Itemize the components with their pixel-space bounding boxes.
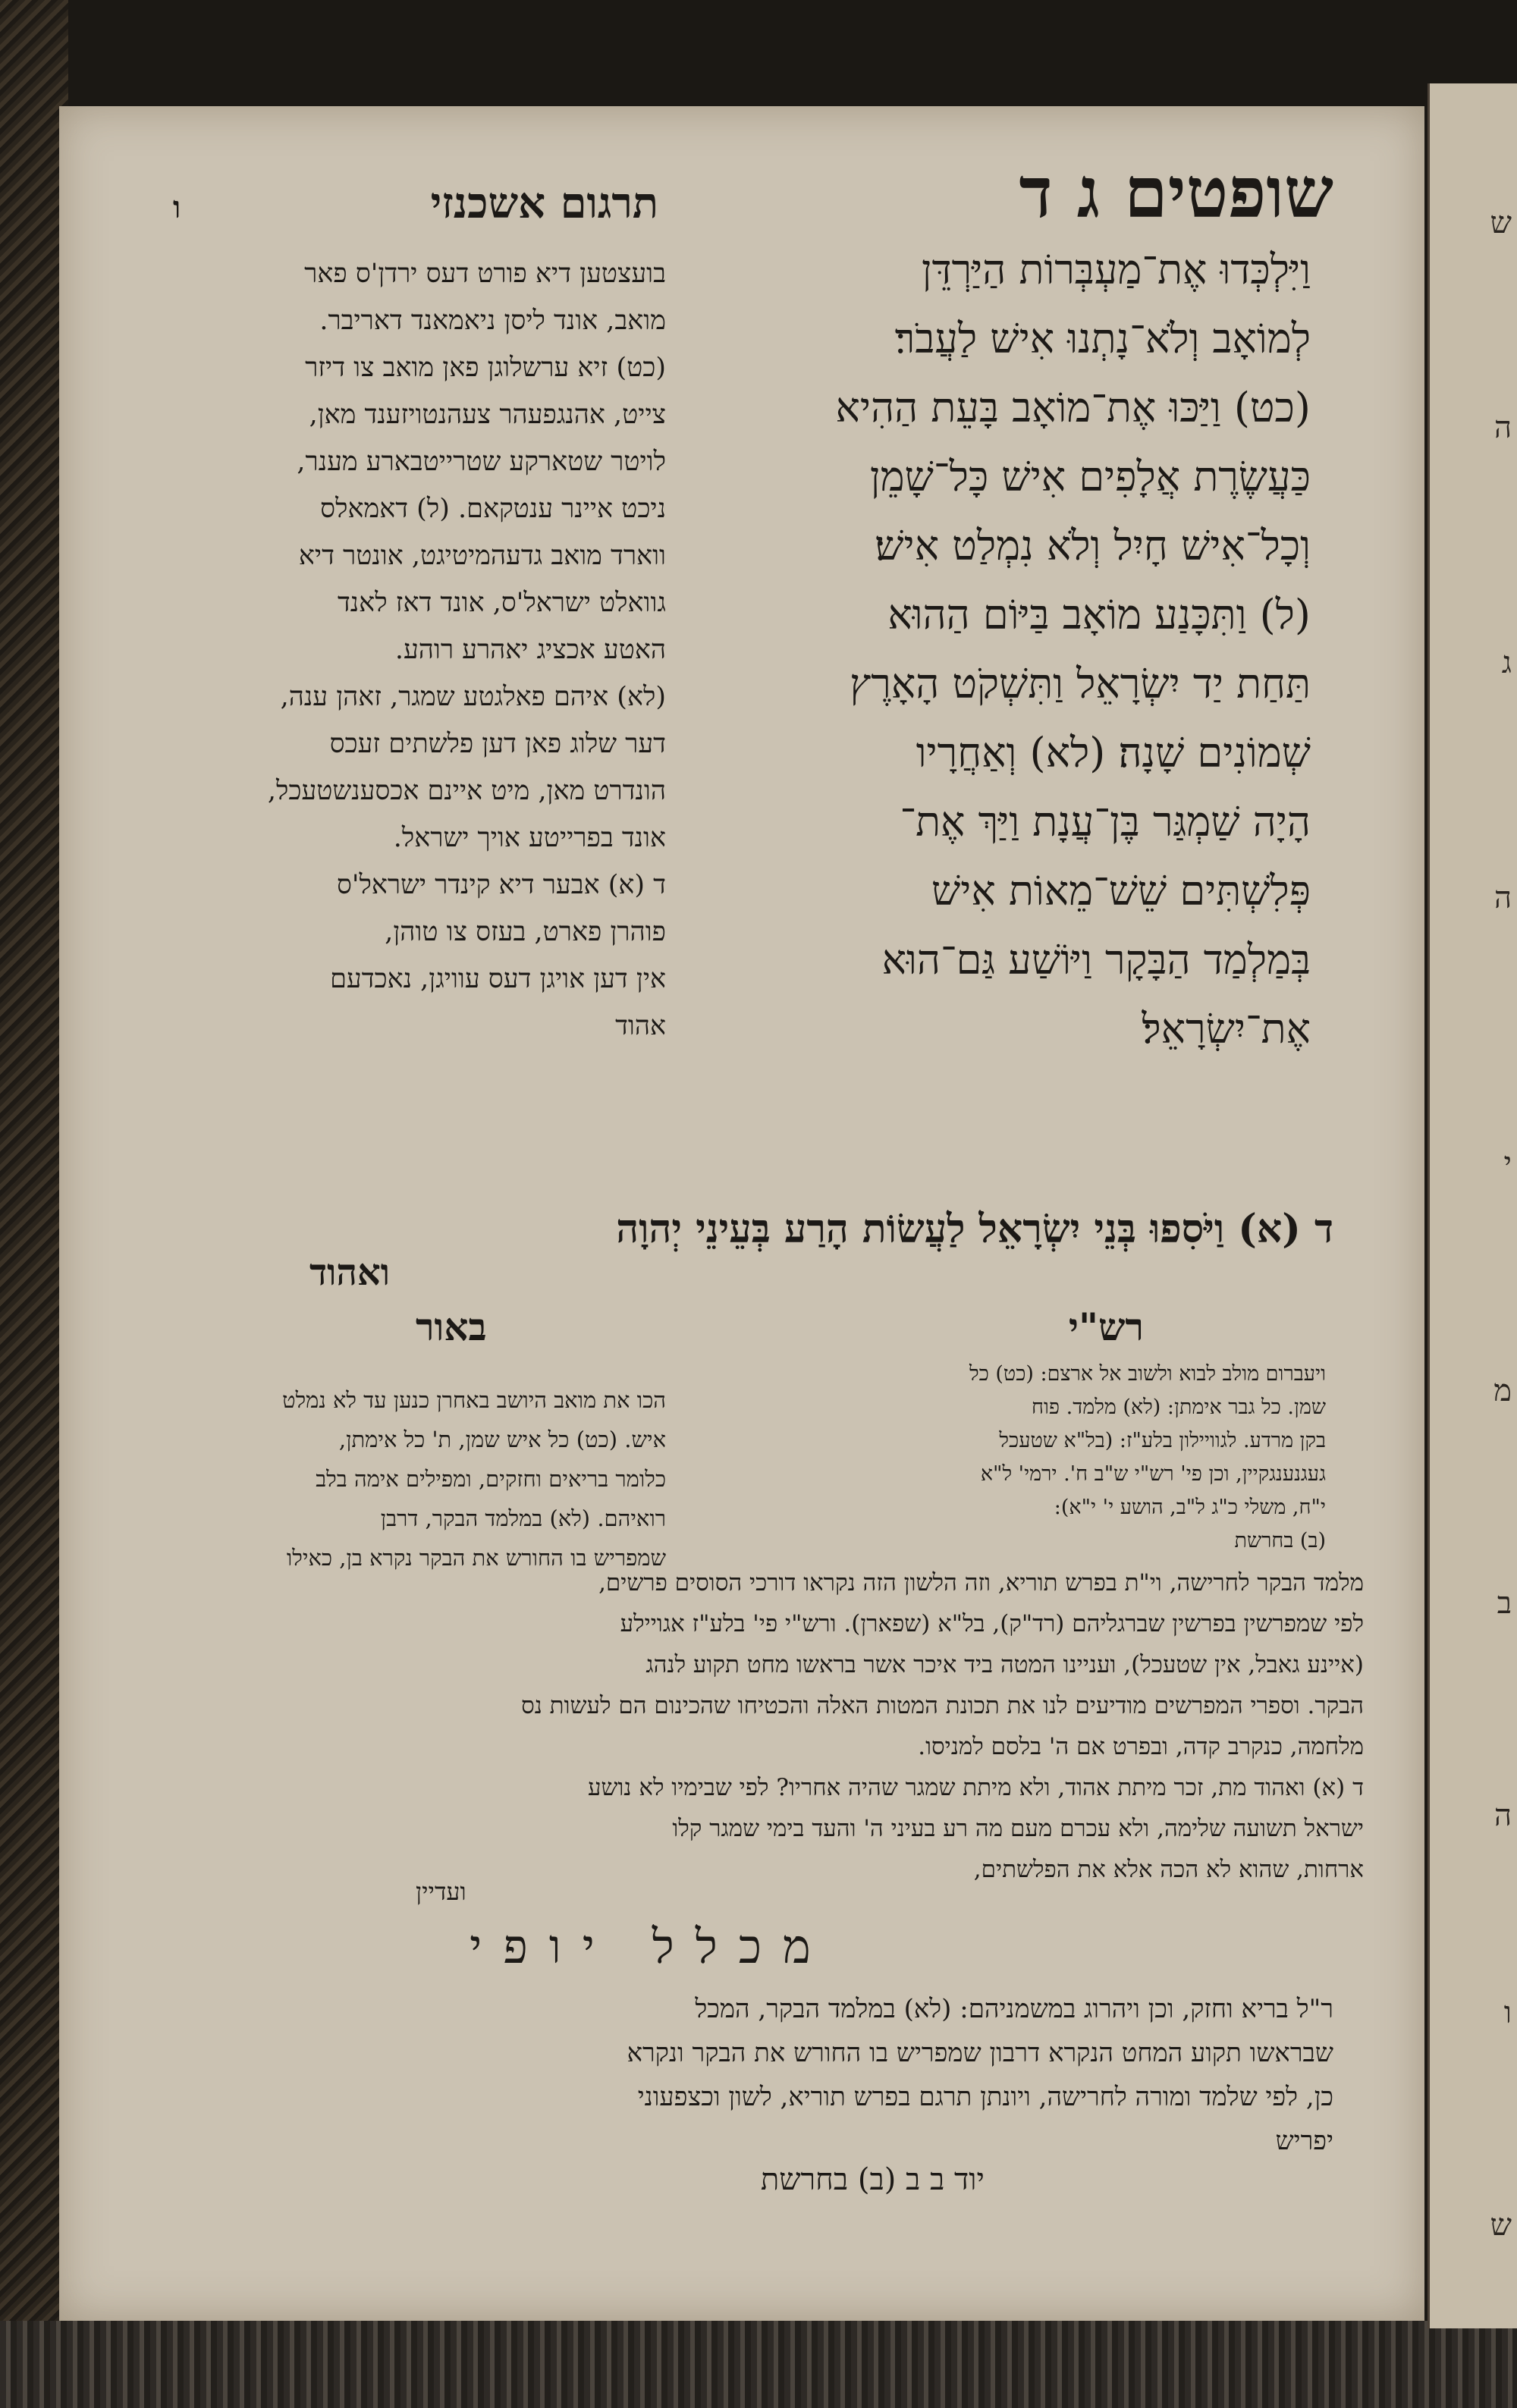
continuation-line: הבקר. וספרי המפרשים מודיעים לנו את תכונת המטות האלה והכטיחו שהכינום הם לעשות נס <box>521 1692 1364 1719</box>
continuation-line: מלחמה, כנקרב קדה, ובפרט אם ה' בלסם למניסו. <box>918 1733 1364 1760</box>
binding-cloth-left <box>0 0 68 2408</box>
next-page-fragment: ש <box>1490 206 1512 240</box>
biur-line: שמפריש בו החורש את הבקר נקרא בן, כאילו <box>286 1545 666 1571</box>
rashi-line: ויעברום מולב לבוא ולשוב אל ארצם: (כט) כל <box>969 1362 1326 1386</box>
michlol-yofi-heading: מכלל יופי <box>470 1919 832 1974</box>
scripture-line: וְכָל־אִישׁ חָיִל וְלֹא נִמְלַט אִישׁ׃ <box>875 522 1311 570</box>
catchword-veadayin: ועדיין <box>416 1877 466 1906</box>
biur-heading: באור <box>416 1304 487 1349</box>
binding-cloth-bottom <box>0 2321 1517 2408</box>
targum-line: הונדרט מאן, מיט איינם אכסענשטעכל, <box>267 776 666 806</box>
targum-line: לויטר שטארקע שטרייטבארע מענר, <box>297 447 666 477</box>
biur-line: איש. (כט) כל איש שמן, ת' כל אימתן, <box>338 1427 666 1452</box>
rashi-line: (ב) בחרשת <box>1234 1529 1326 1552</box>
next-page-fragment: ב <box>1497 1586 1512 1621</box>
targum-line: פוהרן פארט, בעזס צו טוהן, <box>385 917 666 947</box>
scripture-line: שְׁמוֹנִים שָׁנָה׃ (לא) וְאַחֲרָיו <box>916 729 1311 777</box>
michlol-line: יפריש <box>1275 2126 1333 2156</box>
targum-line: בועצטען דיא פורט דעס ירדן'ס פאר <box>304 259 666 289</box>
biur-commentary <box>90 1380 666 1578</box>
next-page-fragment: ה <box>1493 410 1512 445</box>
michlol-yofi-commentary <box>90 1987 1333 2163</box>
scripture-line: תַּחַת יַד יִשְׂרָאֵל וַתִּשְׁקֹט הָאָרֶץ <box>850 660 1311 708</box>
scripture-line: אֶת־יִשְׂרָאֵל׃ <box>1142 1005 1311 1053</box>
targum-header-title: תרגום אשכנזי <box>430 178 658 228</box>
scripture-line: (ל) וַתִּכָּנַע מוֹאָב בַּיּוֹם הַהוּא <box>887 591 1311 639</box>
continuation-line: ארחות, שהוא לא הכה אלא את הפלשתים, <box>973 1856 1364 1883</box>
targum-line: אין דען אויגן דעס עוויגן, נאכדעם <box>330 964 666 994</box>
scripture-column <box>734 235 1311 1063</box>
scripture-line: לְמוֹאָב וְלֹא־נָתְנוּ אִישׁ לַעֲבֹר׃ <box>894 315 1311 363</box>
scripture-line: פְּלִשְׁתִּים שֵׁשׁ־מֵאוֹת אִישׁ <box>931 867 1311 915</box>
scripture-line: (כט) וַיַּכּוּ אֶת־מוֹאָב בָּעֵת הַהִיא <box>835 384 1311 432</box>
next-page-fragment: ה <box>1493 881 1512 915</box>
targum-line: ד (א) אבער דיא קינדר ישראל'ס <box>336 870 666 900</box>
rashi-heading: רש"י <box>1068 1304 1144 1349</box>
continuation-line: ישראל תשועה שלימה, ולא עכרם מעם מה רע בעיני ה' והעד בימי שמגר קלו <box>672 1815 1364 1842</box>
next-page-fragment: מ <box>1493 1374 1512 1408</box>
next-page-fragment: ה <box>1493 1798 1512 1833</box>
running-header-title: שופטים ג ד <box>1019 152 1333 234</box>
biur-line: הכו את מואב היושב באחרן כנען עד לא נמלט <box>282 1387 666 1413</box>
next-page-fragment: ש <box>1490 2208 1512 2243</box>
biur-line: רואיהם. (לא) במלמד הבקר, דרבן <box>380 1505 666 1531</box>
rashi-commentary <box>704 1358 1326 1558</box>
continuation-line: מלמד הבקר לחרישה, וי"ת בפרש תוריא, וזה הלשון הזה נקראו דורכי הסוסים פרשים, <box>598 1569 1364 1596</box>
targum-line: ווארד מואב גדעהמיטיגט, אונטר דיא <box>298 541 666 571</box>
rashi-line: י"ח, משלי כ"ג ל"ב, הושע י' י"א): <box>1054 1496 1326 1519</box>
michlol-line: שבראשו תקוע המחט הנקרא דרבון שמפריש בו החורש את הבקר ונקרא <box>627 2038 1333 2068</box>
next-page-fragment: י <box>1503 1146 1512 1181</box>
catchword-veahud: ואהוד <box>309 1251 391 1294</box>
targum-line: (כט) זיא ערשלוגן פאן מואב צו דיזר <box>305 353 666 383</box>
targum-line: צייט, אהנגפעהר צעהנטויזענד מאן, <box>309 400 666 430</box>
rashi-line: געגנענגקיין, וכן פי' רש"י ש"ב ח'. ירמי' ל"א <box>980 1462 1326 1486</box>
targum-line: מואב, אונד ליסן ניאמאנד דאריבר. <box>319 306 666 336</box>
michlol-line: ר"ל בריא וחזק, וכן ויהרוג במשמניהם: (לא) במלמד הבקר, המכל <box>695 1994 1333 2024</box>
scripture-line: הָיָה שַׁמְגַּר בֶּן־עֲנָת וַיַּךְ אֶת־ <box>900 798 1311 846</box>
targum-line: ניכט איינר ענטקאם. (ל) דאמאלס <box>320 494 666 524</box>
book-page <box>59 106 1424 2321</box>
targum-line: האטע אכציג יאהרע רוהע. <box>394 635 666 665</box>
biur-continuation <box>74 1562 1364 1890</box>
page-mark: ו <box>173 190 181 225</box>
scripture-line: בְּמַלְמַד הַבָּקָר וַיּוֹשַׁע גַּם־הוּא <box>881 936 1311 984</box>
verse-4-1-line: ד (א) וַיֹּסִפוּ בְּנֵי יִשְׂרָאֵל לַעֲשׂוֹת הָרַע בְּעֵינֵי יְהוָה <box>616 1206 1333 1252</box>
biur-line: כלומר בריאים וחזקים, ומפילים אימה בלב <box>316 1466 666 1492</box>
next-page-fragment: ו <box>1503 1995 1512 2030</box>
targum-column <box>112 250 666 1050</box>
continuation-line: לפי שמפרשין בפרשין שברגליהם (רד"ק), בל"א (שפארן). ורש"י פי' בלע"ז אגויילע <box>620 1610 1364 1637</box>
targum-line: אונד בפרייטע אויך ישראל. <box>393 823 666 853</box>
targum-line: דער שלוג פאן דען פלשתים זעכס <box>329 729 666 759</box>
targum-line: (לא) איהם פאלגטע שמגר, זאהן ענה, <box>280 682 666 712</box>
targum-line: גוואלט ישראל'ס, אונד דאז לאנד <box>337 588 666 618</box>
scripture-line: וַיִּלְכְּדוּ אֶת־מַעְבְּרוֹת הַיַּרְדֵּן <box>921 246 1311 294</box>
continuation-line: (איינע גאבל, אין שטעכל), ועניינו המטה ביד איכר אשר בראשו מחט תקוע לנהג <box>645 1651 1364 1678</box>
targum-line: אהוד <box>615 1011 666 1041</box>
rashi-line: שמן. כל גבר אימתן: (לא) מלמד. פוח <box>1032 1396 1326 1419</box>
continuation-line: ד (א) ואהוד מת, זכר מיתת אהוד, ולא מיתת שמגר שהיה אחריו? לפי שבימיו לא נושע <box>588 1774 1364 1801</box>
rashi-line: בקן מרדע. לגוויילון בלע"ז: (בל"א שטעכל <box>999 1429 1326 1452</box>
scripture-line: כַּעֲשֶׂרֶת אֲלָפִים אִישׁ כָּל־שָׁמֵן <box>869 453 1311 501</box>
next-page-edge <box>1427 83 1517 2328</box>
michlol-line: כן, לפי שלמד ומורה לחרישה, ויונתן תרגם בפרש תוריא, לשון וכצפעוני <box>637 2082 1333 2112</box>
signature-catchword: יוד ב ב (ב) בחרשת <box>760 2162 985 2197</box>
next-page-fragment: ג <box>1501 645 1512 680</box>
